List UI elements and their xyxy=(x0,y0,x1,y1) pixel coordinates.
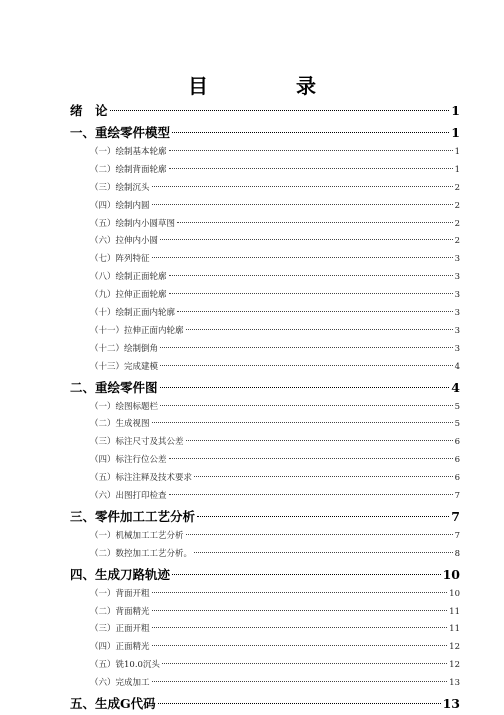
toc-entry-label: （五）绘制内小圆草图 xyxy=(90,218,176,229)
dot-leader xyxy=(169,458,453,459)
dot-leader xyxy=(169,275,453,276)
toc-page-number: 6 xyxy=(454,473,460,484)
toc-section-entry[interactable] xyxy=(70,251,460,269)
toc-page-number: 6 xyxy=(454,455,460,466)
dot-leader xyxy=(169,293,453,294)
toc-page-number: 5 xyxy=(454,401,460,412)
dot-leader xyxy=(160,347,453,348)
toc-entry-label: （六）完成加工 xyxy=(90,678,150,689)
toc-page-number: 7 xyxy=(454,491,460,502)
toc-entry-label: （二）数控加工工艺分析。 xyxy=(90,548,193,559)
toc-entry-label: （八）绘制正面轮廓 xyxy=(90,272,167,283)
toc-entry-label: （一）机械加工工艺分析 xyxy=(90,530,184,541)
toc-section-entry[interactable] xyxy=(70,180,460,198)
toc-section-entry[interactable] xyxy=(70,305,460,323)
toc-page-number: 8 xyxy=(454,548,460,559)
toc-page-number: 7 xyxy=(451,508,460,524)
toc-section-entry[interactable] xyxy=(70,216,460,234)
dot-leader xyxy=(160,387,450,388)
toc-entry-label: 五、生成G代码 xyxy=(70,696,156,712)
toc-entry-label: （一）背面开粗 xyxy=(90,588,150,599)
toc-entry-label: （四）绘制内圆 xyxy=(90,200,150,211)
toc-section-entry[interactable] xyxy=(70,675,460,693)
toc-entry-label: （三）正面开粗 xyxy=(90,624,150,635)
toc-entry-label: （五）标注注释及技术要求 xyxy=(90,473,193,484)
toc-page-number: 11 xyxy=(449,606,460,617)
toc-page-number: 7 xyxy=(454,530,460,541)
dot-leader xyxy=(160,239,453,240)
dot-leader xyxy=(172,574,441,575)
toc-page-number: 12 xyxy=(449,660,460,671)
toc-page-number: 2 xyxy=(454,182,460,193)
dot-leader xyxy=(177,311,453,312)
dot-leader xyxy=(194,552,453,553)
toc-entry-label: （十三）完成建模 xyxy=(90,361,159,372)
dot-leader xyxy=(169,494,453,495)
dot-leader xyxy=(152,257,453,258)
dot-leader xyxy=(152,186,453,187)
toc-section-entry[interactable] xyxy=(70,341,460,359)
toc-page-number: 1 xyxy=(451,125,460,140)
toc-page-number: 3 xyxy=(454,272,460,283)
toc-entry-label: （七）阵列特征 xyxy=(90,254,150,265)
dot-leader xyxy=(158,703,441,704)
toc-page-number: 2 xyxy=(454,218,460,229)
toc-section-entry[interactable] xyxy=(70,287,460,305)
toc-chapter-entry[interactable] xyxy=(70,122,460,144)
toc-entry-label: （三）绘制沉头 xyxy=(90,182,150,193)
toc-entry-label: （六）拉伸内小圆 xyxy=(90,236,159,247)
toc-section-entry[interactable] xyxy=(70,657,460,675)
dot-leader xyxy=(110,110,450,111)
dot-leader xyxy=(186,440,453,441)
toc-chapter-entry[interactable] xyxy=(70,564,460,586)
toc-page-number: 5 xyxy=(454,419,460,430)
dot-leader xyxy=(162,663,447,664)
toc-chapter-entry[interactable] xyxy=(70,100,460,122)
toc-entry-label: 绪 论 xyxy=(70,103,108,118)
toc-entry-label: 三、零件加工工艺分析 xyxy=(70,508,196,524)
toc-entry-label: （六）出图打印检查 xyxy=(90,491,167,502)
toc-section-entry[interactable] xyxy=(70,452,460,470)
toc-section-entry[interactable] xyxy=(70,639,460,657)
toc-entry-label: （二）背面精光 xyxy=(90,606,150,617)
dot-leader xyxy=(197,516,449,517)
dot-leader xyxy=(177,222,453,223)
toc-page-number: 4 xyxy=(451,379,460,395)
dot-leader xyxy=(172,132,449,133)
dot-leader xyxy=(152,422,453,423)
dot-leader xyxy=(169,150,453,151)
toc-section-entry[interactable] xyxy=(70,144,460,162)
toc-page-number: 3 xyxy=(454,290,460,301)
toc-entry-label: （五）铣10.0沉头 xyxy=(90,660,160,671)
toc-page-number: 11 xyxy=(449,624,460,635)
toc-section-entry[interactable] xyxy=(70,586,460,604)
toc-entry-label: （四）正面精光 xyxy=(90,642,150,653)
toc-section-entry[interactable] xyxy=(70,546,460,564)
toc-section-entry[interactable] xyxy=(70,198,460,216)
toc-page-number: 2 xyxy=(454,200,460,211)
toc-section-entry[interactable] xyxy=(70,269,460,287)
toc-section-entry[interactable] xyxy=(70,233,460,251)
toc-page-number: 1 xyxy=(454,164,460,175)
dot-leader xyxy=(152,592,448,593)
toc-page-number: 1 xyxy=(451,103,460,118)
toc-page-number: 3 xyxy=(454,343,460,354)
toc-page-number: 2 xyxy=(454,236,460,247)
toc-page-number: 6 xyxy=(454,437,460,448)
table-of-contents xyxy=(70,100,460,715)
toc-entry-label: （三）标注尺寸及其公差 xyxy=(90,437,184,448)
toc-section-entry[interactable] xyxy=(70,323,460,341)
toc-entry-label: （四）标注行位公差 xyxy=(90,455,167,466)
toc-entry-label: （十二）绘制倒角 xyxy=(90,343,159,354)
toc-section-entry[interactable] xyxy=(70,488,460,506)
toc-section-entry[interactable] xyxy=(70,399,460,417)
toc-entry-label: （十）绘制正面内轮廓 xyxy=(90,308,176,319)
toc-section-entry[interactable] xyxy=(70,470,460,488)
page-title: 目 录 xyxy=(188,74,350,98)
toc-page-number: 3 xyxy=(454,308,460,319)
toc-entry-label: （十一）拉伸正面内轮廓 xyxy=(90,325,184,336)
toc-entry-label: （二）绘制背面轮廓 xyxy=(90,164,167,175)
dot-leader xyxy=(186,329,453,330)
toc-section-entry[interactable] xyxy=(70,528,460,546)
dot-leader xyxy=(186,534,453,535)
toc-section-entry[interactable] xyxy=(70,434,460,452)
toc-page-number: 3 xyxy=(454,254,460,265)
toc-section-entry[interactable] xyxy=(70,604,460,622)
toc-entry-label: 四、生成刀路轨迹 xyxy=(70,566,171,582)
toc-page-number: 12 xyxy=(449,642,460,653)
toc-page-number: 10 xyxy=(442,566,460,582)
toc-entry-label: （一）绘图标题栏 xyxy=(90,401,159,412)
dot-leader xyxy=(152,681,448,682)
dot-leader xyxy=(152,204,453,205)
toc-page-number: 4 xyxy=(454,361,460,372)
dot-leader xyxy=(160,405,453,406)
toc-chapter-entry[interactable] xyxy=(70,377,460,399)
toc-page-number: 10 xyxy=(449,588,460,599)
dot-leader xyxy=(169,168,453,169)
toc-section-entry[interactable] xyxy=(70,416,460,434)
dot-leader xyxy=(194,476,453,477)
dot-leader xyxy=(152,610,448,611)
dot-leader xyxy=(160,365,453,366)
toc-chapter-entry[interactable] xyxy=(70,693,460,715)
toc-section-entry[interactable] xyxy=(70,359,460,377)
toc-entry-label: （二）生成视图 xyxy=(90,419,150,430)
toc-section-entry[interactable] xyxy=(70,621,460,639)
toc-page-number: 3 xyxy=(454,325,460,336)
toc-entry-label: （一）绘制基本轮廓 xyxy=(90,147,167,157)
toc-page-number: 13 xyxy=(449,678,460,689)
toc-page-number: 1 xyxy=(454,147,460,157)
toc-entry-label: （九）拉伸正面轮廓 xyxy=(90,290,167,301)
toc-entry-label: 一、重绘零件模型 xyxy=(70,125,171,140)
toc-section-entry[interactable] xyxy=(70,162,460,180)
dot-leader xyxy=(152,645,448,646)
toc-entry-label: 二、重绘零件图 xyxy=(70,379,158,395)
toc-chapter-entry[interactable] xyxy=(70,506,460,528)
toc-page-number: 13 xyxy=(442,696,460,712)
dot-leader xyxy=(152,627,448,628)
